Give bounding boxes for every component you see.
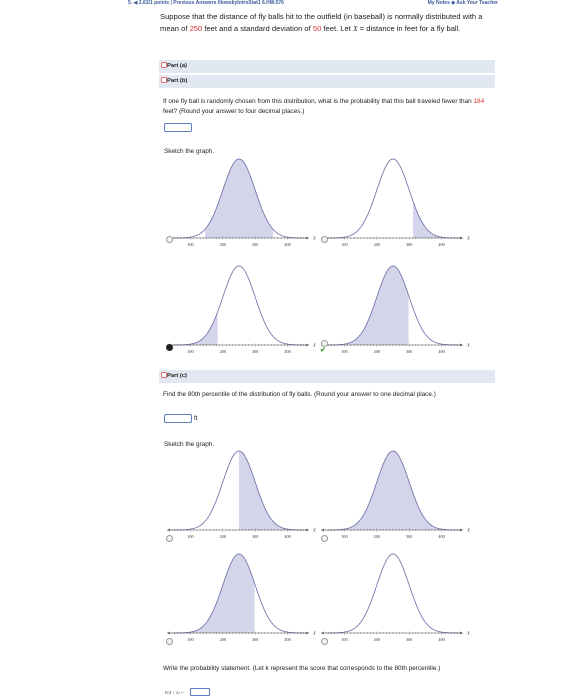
problem-intro: Suppose that the distance of fly balls hit to the outfield (in baseball) is normally distributed with a mean of 250 feet and a standard deviation of 50 feet. Let X = distance in feet for a fly ball. bbox=[160, 12, 483, 33]
graph-c-2-axis-arrow-left bbox=[321, 529, 324, 532]
part-b-status-icon bbox=[161, 77, 167, 83]
graph-c-2-axis-arrow-right bbox=[460, 529, 463, 532]
graph-b-4-tick-label: 100 bbox=[341, 349, 348, 354]
graph-b-1-tick-label: 200 bbox=[219, 242, 226, 247]
option-c-4-radio[interactable] bbox=[321, 638, 328, 645]
graph-c-4-tick-label: 300 bbox=[406, 637, 413, 642]
graph-c-3-axis-label: X bbox=[313, 630, 316, 636]
graph-c-2-tick-label: 400 bbox=[438, 534, 445, 539]
graph-b-4-tick-label: 400 bbox=[438, 349, 445, 354]
question-info[interactable]: 5. ◀ 2.63/1 points | Previous Answers IllowskyIntroStat1 6.HW.076 bbox=[128, 0, 284, 6]
question-toolbar bbox=[128, 0, 498, 8]
part-b-sketch-label: Sketch the graph. bbox=[164, 148, 215, 155]
graph-b-3-axis-label: X bbox=[313, 342, 316, 348]
graph-b-1 bbox=[167, 153, 317, 253]
graph-c-1-tick-label: 100 bbox=[187, 534, 194, 539]
graph-b-2-tick-label: 100 bbox=[341, 242, 348, 247]
graph-b-2-tick-label: 200 bbox=[373, 242, 380, 247]
graph-c-1-axis-arrow-right bbox=[306, 529, 309, 532]
graph-c-2-axis-label: X bbox=[467, 527, 470, 533]
prob-statement-input[interactable] bbox=[190, 688, 210, 696]
part-c-statement: Write the probability statement. (Let k represent the score that corresponds to the 80th percentile.) bbox=[163, 665, 441, 672]
graph-c-4 bbox=[321, 548, 471, 648]
part-c-unit: ft bbox=[194, 415, 198, 422]
graph-c-1-axis-arrow-left bbox=[167, 529, 170, 532]
graph-c-3-tick-label: 400 bbox=[284, 637, 291, 642]
prob-statement-label: P(X < k) = bbox=[165, 690, 184, 695]
graph-b-2-tick-label: 400 bbox=[438, 242, 445, 247]
graph-c-4-tick-label: 100 bbox=[341, 637, 348, 642]
graph-c-2-tick-label: 100 bbox=[341, 534, 348, 539]
graph-c-4-axis-label: X bbox=[467, 630, 470, 636]
graph-b-3 bbox=[167, 260, 317, 360]
part-c-header[interactable]: Part (c) bbox=[159, 370, 495, 383]
part-a-header[interactable]: Part (a) bbox=[159, 60, 495, 73]
graph-b-4-axis-arrow-right bbox=[460, 344, 463, 347]
graph-b-4-tick-label: 200 bbox=[373, 349, 380, 354]
graph-b-2 bbox=[321, 153, 471, 253]
variable-x: X bbox=[352, 24, 358, 33]
graph-b-4-shaded-area bbox=[325, 266, 409, 345]
graph-b-3-tick-label: 200 bbox=[219, 349, 226, 354]
graph-c-1 bbox=[167, 445, 317, 545]
part-b-answer-input[interactable] bbox=[164, 123, 192, 132]
graph-b-1-shaded-area bbox=[205, 159, 273, 238]
graph-b-3-tick-label: 300 bbox=[252, 349, 259, 354]
graph-c-1-tick-label: 400 bbox=[284, 534, 291, 539]
graph-c-3-shaded-area bbox=[171, 554, 255, 633]
part-c-sketch-label: Sketch the graph. bbox=[164, 441, 215, 448]
graph-c-1-tick-label: 200 bbox=[219, 534, 226, 539]
graph-c-3-tick-label: 100 bbox=[187, 637, 194, 642]
graph-b-1-axis-arrow-right bbox=[306, 237, 309, 240]
graph-c-4-axis-arrow-left bbox=[321, 632, 324, 635]
graph-b-1-tick-label: 400 bbox=[284, 242, 291, 247]
graph-c-4-tick-label: 200 bbox=[373, 637, 380, 642]
part-a-status-icon bbox=[161, 62, 167, 68]
graph-b-1-axis-label: X bbox=[313, 235, 316, 241]
part-b-header[interactable]: Part (b) bbox=[159, 75, 495, 88]
graph-b-3-axis-arrow-right bbox=[306, 344, 309, 347]
graph-b-1-tick-label: 100 bbox=[187, 242, 194, 247]
option-b-1-radio[interactable] bbox=[166, 236, 173, 243]
graph-c-1-shaded-area bbox=[239, 451, 307, 530]
threshold-value: 184 bbox=[473, 98, 485, 105]
part-c-answer-input[interactable] bbox=[164, 414, 192, 423]
graph-c-1-tick-label: 300 bbox=[252, 534, 259, 539]
graph-c-3 bbox=[167, 548, 317, 648]
correct-check-icon: ✔ bbox=[320, 347, 326, 354]
graph-b-2-tick-label: 300 bbox=[406, 242, 413, 247]
sd-value: 50 bbox=[312, 24, 322, 33]
option-b-3-radio[interactable] bbox=[166, 344, 173, 351]
mean-value: 250 bbox=[189, 24, 203, 33]
question-actions[interactable]: My Notes ◆ Ask Your Teacher bbox=[427, 0, 498, 6]
graph-b-4-tick-label: 300 bbox=[406, 349, 413, 354]
graph-c-4-axis-arrow-right bbox=[460, 632, 463, 635]
graph-b-3-curve bbox=[171, 266, 307, 345]
graph-b-2-axis-arrow-right bbox=[460, 237, 463, 240]
graph-c-2 bbox=[321, 445, 471, 545]
graph-c-3-axis-arrow-right bbox=[306, 632, 309, 635]
graph-b-1-tick-label: 300 bbox=[252, 242, 259, 247]
graph-c-3-tick-label: 300 bbox=[252, 637, 259, 642]
graph-b-2-curve bbox=[325, 159, 461, 238]
graph-b-4-axis-label: X bbox=[467, 342, 470, 348]
part-c-question: Find the 80th percentile of the distribution of fly balls. (Round your answer to one decimal place.) bbox=[163, 391, 436, 398]
graph-c-3-axis-arrow-left bbox=[167, 632, 170, 635]
graph-b-4 bbox=[321, 260, 471, 360]
graph-c-4-curve bbox=[325, 554, 461, 633]
graph-c-2-tick-label: 300 bbox=[406, 534, 413, 539]
graph-c-3-tick-label: 200 bbox=[219, 637, 226, 642]
option-c-2-radio[interactable] bbox=[321, 535, 328, 542]
option-c-1-radio[interactable] bbox=[166, 535, 173, 542]
graph-c-1-axis-label: X bbox=[313, 527, 316, 533]
graph-b-3-tick-label: 400 bbox=[284, 349, 291, 354]
part-b-question: If one fly ball is randomly chosen from this distribution, what is the probability that this ball traveled fewer than 184 feet? (Round your answer to four decimal places.) bbox=[163, 98, 485, 115]
option-c-3-radio[interactable] bbox=[166, 638, 173, 645]
option-b-2-radio[interactable] bbox=[321, 236, 328, 243]
graph-c-2-tick-label: 200 bbox=[373, 534, 380, 539]
graph-c-2-shaded-area bbox=[325, 451, 461, 530]
part-c-status-icon bbox=[161, 372, 167, 378]
graph-b-3-tick-label: 100 bbox=[187, 349, 194, 354]
graph-b-2-axis-label: X bbox=[467, 235, 470, 241]
graph-c-4-tick-label: 400 bbox=[438, 637, 445, 642]
